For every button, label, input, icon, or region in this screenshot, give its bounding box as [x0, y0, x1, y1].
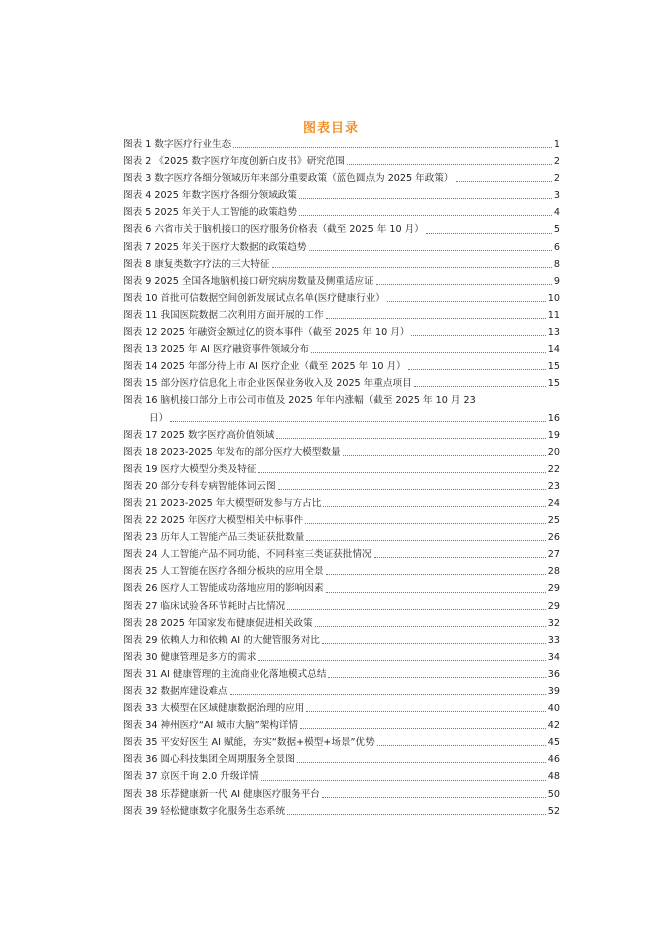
toc-page-number: 16 — [547, 412, 560, 424]
toc-page-number: 22 — [547, 463, 560, 475]
toc-entry-text: 图表 13 2025 年 AI 医疗融资事件领域分布 — [123, 344, 309, 356]
toc-entry[interactable] — [123, 803, 560, 820]
toc-entry-text: 图表 14 2025 年部分待上市 AI 医疗企业（截至 2025 年 10 月） — [123, 361, 406, 373]
toc-page-number: 52 — [547, 805, 560, 817]
toc-page-number: 15 — [547, 361, 560, 373]
toc-entry-text: 日） — [149, 412, 169, 424]
dot-leader — [322, 643, 546, 644]
toc-page-number: 50 — [547, 788, 560, 800]
toc-entry[interactable] — [123, 649, 560, 666]
toc-page-number: 5 — [553, 224, 560, 236]
toc-entry[interactable] — [123, 666, 560, 683]
toc-entry[interactable] — [123, 563, 560, 580]
dot-leader — [328, 677, 545, 678]
toc-entry[interactable] — [123, 683, 560, 700]
toc-entry-text: 图表 9 2025 全国各地脑机接口研究病房数量及侧重适应证 — [123, 275, 374, 287]
toc-entry-text: 图表 15 部分医疗信息化上市企业医保业务收入及 2025 年重点项目 — [123, 378, 412, 390]
toc-entry[interactable] — [123, 615, 560, 632]
dot-leader — [230, 694, 546, 695]
toc-entry[interactable] — [123, 478, 560, 495]
toc-entry[interactable] — [123, 341, 560, 358]
toc-title: 图表目录 — [302, 121, 359, 136]
toc-entry-text: 图表 19 医疗大模型分类及特征 — [123, 463, 257, 475]
dot-leader — [258, 660, 545, 661]
dot-leader — [326, 574, 546, 575]
dot-leader — [258, 472, 545, 473]
toc-entry-text: 图表 11 我国医院数据二次利用方面开展的工作 — [123, 309, 324, 321]
toc-page-number: 6 — [553, 241, 560, 253]
toc-entry[interactable] — [123, 170, 560, 187]
toc-entry-continuation[interactable] — [123, 410, 560, 427]
toc-entry-text: 图表 36 圆心科技集团全周期服务全景图 — [123, 754, 295, 766]
toc-page-number: 48 — [547, 771, 560, 783]
toc-page-number: 42 — [547, 720, 560, 732]
toc-page-number: 29 — [547, 583, 560, 595]
toc-entry-text: 图表 39 轻松健康数字化服务生态系统 — [123, 805, 286, 817]
dot-leader — [272, 267, 552, 268]
toc-entry-text: 图表 38 乐荐健康新一代 AI 健康医疗服务平台 — [123, 788, 320, 800]
toc-page-number: 11 — [547, 309, 560, 321]
toc-entry[interactable] — [123, 598, 560, 615]
dot-leader — [377, 745, 546, 746]
toc-entry-text: 图表 21 2023-2025 年大模型研发参与方占比 — [123, 497, 322, 509]
toc-entry-text: 图表 29 依赖人力和依赖 AI 的大健管服务对比 — [123, 634, 320, 646]
toc-entry-text: 图表 34 神州医疗“AI 城市大脑”架构详情 — [123, 720, 299, 732]
dot-leader — [299, 215, 552, 216]
toc-page-number: 39 — [547, 686, 560, 697]
toc-entry[interactable] — [123, 239, 560, 256]
toc-page-number: 25 — [547, 515, 560, 527]
dot-leader — [414, 386, 546, 387]
toc-page-number: 46 — [547, 754, 560, 766]
toc-entry[interactable] — [123, 700, 560, 717]
dot-leader — [299, 198, 552, 199]
toc-entry[interactable] — [123, 290, 560, 307]
dot-leader — [287, 814, 546, 815]
toc-entry-text: 图表 30 健康管理是多方的需求 — [123, 651, 257, 663]
toc-page-number: 28 — [547, 566, 560, 578]
toc-page-number: 33 — [547, 634, 560, 646]
toc-entry-text: 图表 20 部分专科专病智能体词云图 — [123, 480, 276, 492]
toc-entry[interactable] — [123, 580, 560, 597]
dot-leader — [326, 592, 546, 593]
toc-entry[interactable] — [123, 273, 560, 290]
toc-entry[interactable] — [123, 495, 560, 512]
toc-page-number: 2 — [553, 173, 560, 185]
toc-entry-text: 图表 3 数字医疗各细分领域历年来部分重要政策（蓝色圆点为 2025 年政策） — [123, 173, 454, 185]
toc-page-number: 26 — [547, 532, 560, 544]
dot-leader — [411, 335, 545, 336]
toc-entry[interactable] — [123, 444, 560, 461]
toc-entry-text: 图表 5 2025 年关于人工智能的政策趋势 — [123, 207, 297, 219]
toc-page-number: 2 — [553, 156, 560, 168]
toc-entry[interactable] — [123, 717, 560, 734]
dot-leader — [387, 301, 546, 302]
toc-entry-text: 图表 12 2025 年融资金额过亿的资本事件（截至 2025 年 10 月） — [123, 327, 410, 339]
toc-entry-text: 图表 33 大模型在区域健康数据治理的应用 — [123, 703, 305, 715]
toc-entry[interactable] — [123, 751, 560, 768]
toc-entry-text: 图表 18 2023-2025 年发布的部分医疗大模型数量 — [123, 446, 341, 458]
dot-leader — [408, 369, 546, 370]
toc-entry-text: 图表 4 2025 年数字医疗各细分领域政策 — [123, 190, 297, 202]
toc-page-number: 3 — [553, 190, 560, 202]
toc-entry-text: 图表 23 历年人工智能产品三类证获批数量 — [123, 532, 305, 544]
toc-entry-text: 图表 32 数据库建设难点 — [123, 686, 228, 697]
toc-page-number: 20 — [547, 446, 560, 458]
toc-entry-text: 图表 26 医疗人工智能成功落地应用的影响因素 — [123, 583, 324, 595]
toc-entry-text: 图表 28 2025 年国家发布健康促进相关政策 — [123, 617, 313, 629]
toc-entry-text: 图表 17 2025 数字医疗高价值领域 — [123, 429, 275, 441]
toc-page-number: 29 — [547, 600, 560, 612]
toc-entry[interactable] — [123, 187, 560, 204]
toc-entry[interactable] — [123, 256, 560, 273]
toc-page-number: 27 — [547, 549, 560, 561]
dot-leader — [297, 762, 546, 763]
dot-leader — [347, 164, 552, 165]
toc-entry[interactable] — [123, 221, 560, 238]
dot-leader — [426, 233, 552, 234]
dot-leader — [323, 506, 545, 507]
toc-page-number: 32 — [547, 617, 560, 629]
toc-entry[interactable] — [123, 375, 560, 392]
toc-page-number: 8 — [553, 258, 560, 270]
toc-page-number: 1 — [553, 139, 560, 150]
toc-page-number: 13 — [547, 327, 560, 339]
toc-entry-text: 图表 24 人工智能产品不同功能、不同科室三类证获批情况 — [123, 549, 372, 561]
toc-entry[interactable] — [123, 204, 560, 221]
toc-entry[interactable] — [123, 512, 560, 529]
toc-entry-text: 图表 25 人工智能在医疗各细分板块的应用全景 — [123, 566, 324, 578]
toc-entry[interactable] — [123, 461, 560, 478]
toc-page-number: 40 — [547, 703, 560, 715]
dot-leader — [300, 728, 546, 729]
toc-entry[interactable] — [123, 529, 560, 546]
toc-page-number: 19 — [547, 429, 560, 441]
dot-leader — [306, 540, 545, 541]
toc-entry-text: 图表 10 首批可信数据空间创新发展试点名单(医疗健康行业） — [123, 292, 385, 304]
toc-page-number: 36 — [547, 668, 560, 680]
toc-entry[interactable] — [123, 632, 560, 649]
toc-entry[interactable] — [123, 786, 560, 803]
toc-page-number: 15 — [547, 378, 560, 390]
dot-leader — [322, 797, 546, 798]
toc-entry[interactable] — [123, 358, 560, 375]
dot-leader — [343, 455, 546, 456]
dot-leader — [233, 147, 552, 148]
toc-entry[interactable] — [123, 392, 560, 409]
toc-entry-text: 图表 31 AI 健康管理的主流商业化落地模式总结 — [123, 668, 327, 680]
dot-leader — [170, 421, 546, 422]
toc-entry-text: 图表 7 2025 年关于医疗大数据的政策趋势 — [123, 241, 307, 253]
toc-page-number: 45 — [547, 737, 560, 749]
dot-leader — [276, 438, 545, 439]
toc-entry[interactable] — [123, 307, 560, 324]
toc-entry-text: 图表 37 京医千询 2.0 升级详情 — [123, 771, 259, 783]
toc-entry-text: 图表 16 脑机接口部分上市公司市值及 2025 年年内涨幅（截至 2025 年 10 月 23 — [123, 395, 476, 407]
dot-leader — [309, 250, 552, 251]
toc-entry-text: 图表 35 平安好医生 AI 赋能，夯实“数据+模型+场景”优势 — [123, 737, 375, 749]
toc-entry[interactable] — [123, 768, 560, 785]
dot-leader — [261, 780, 546, 781]
toc-entry-text: 图表 2 《2025 数字医疗年度创新白皮书》研究范围 — [123, 156, 345, 168]
toc-entry-text: 图表 27 临床试验各环节耗时占比情况 — [123, 600, 286, 612]
dot-leader — [287, 609, 546, 610]
dot-leader — [278, 489, 546, 490]
dot-leader — [306, 711, 545, 712]
toc-page-number: 14 — [547, 344, 560, 356]
dot-leader — [315, 626, 546, 627]
toc-entry[interactable] — [123, 546, 560, 563]
toc-page-number: 4 — [553, 207, 560, 219]
toc-page-number: 10 — [547, 292, 560, 304]
toc-page-number: 23 — [547, 480, 560, 492]
dot-leader — [305, 523, 546, 524]
dot-leader — [376, 284, 552, 285]
dot-leader — [311, 352, 546, 353]
toc-page-number: 34 — [547, 651, 560, 663]
dot-leader — [374, 557, 546, 558]
toc-entry[interactable] — [123, 427, 560, 444]
toc-page-number: 9 — [553, 275, 560, 287]
table-of-figures — [123, 136, 560, 820]
toc-entry[interactable] — [123, 324, 560, 341]
dot-leader — [326, 318, 546, 319]
toc-entry-text: 图表 8 康复类数字疗法的三大特征 — [123, 258, 270, 270]
toc-entry-text: 图表 22 2025 年医疗大模型相关中标事件 — [123, 515, 304, 527]
toc-entry[interactable] — [123, 734, 560, 751]
toc-entry-text: 图表 6 六省市关于脑机接口的医疗服务价格表（截至 2025 年 10 月） — [123, 224, 424, 236]
dot-leader — [456, 181, 552, 182]
toc-entry[interactable] — [123, 153, 560, 170]
toc-entry-text: 图表 1 数字医疗行业生态 — [123, 139, 232, 150]
toc-entry[interactable] — [123, 136, 560, 153]
toc-page-number: 24 — [547, 497, 560, 509]
